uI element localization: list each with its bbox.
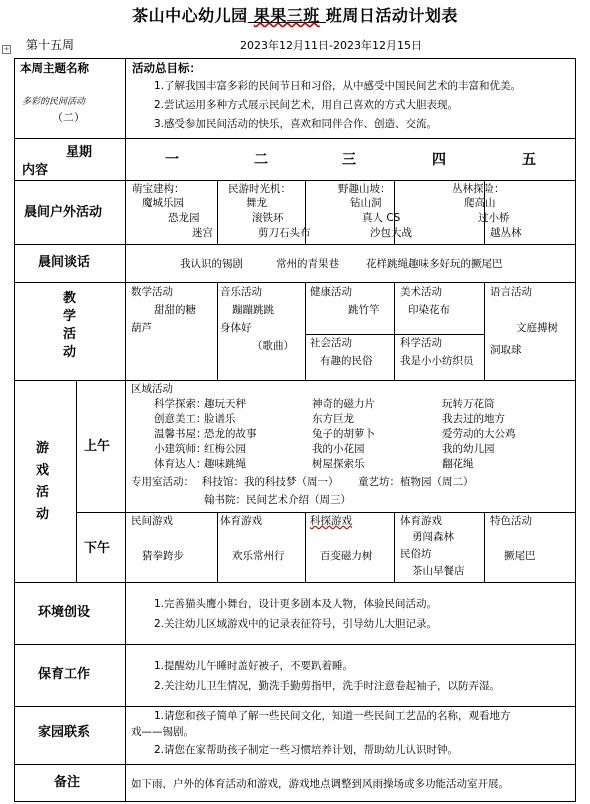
special-room-label: 专用室活动： bbox=[131, 476, 194, 488]
area-name: 体育达人： bbox=[154, 458, 207, 470]
teaching-label-char: 学 bbox=[63, 309, 77, 324]
talk-item: 常州的青果巷 bbox=[276, 258, 339, 270]
care-item: 1.提醒幼儿午睡时盖好被子，不要趴着睡。 bbox=[154, 660, 354, 672]
pm-fri-item: 撅尾巴 bbox=[504, 550, 536, 562]
table-move-handle-icon[interactable]: + bbox=[3, 45, 10, 53]
outdoor-item: 剪刀石头布 bbox=[258, 227, 311, 239]
area-item: 爱劳动的大公鸡 bbox=[442, 428, 516, 440]
teaching-label-char: 动 bbox=[63, 345, 77, 360]
teaching-mon-item: 葫芦 bbox=[131, 322, 152, 334]
pm-mon-item: 猜拳跨步 bbox=[142, 550, 184, 562]
area-label: 区域活动 bbox=[131, 383, 173, 395]
care-item: 2.关注幼儿卫生情况，勤洗手勤剪指甲，洗手时注意卷起袖子，以防弄湿。 bbox=[154, 680, 501, 692]
outdoor-item: 滚铁环 bbox=[252, 212, 284, 224]
outdoor-group-title: 丛林探险： bbox=[452, 183, 505, 195]
teaching-mon-item: 甜甜的糖 bbox=[154, 304, 196, 316]
goal-item: 1.了解我国丰富多彩的民间节日和习俗，从中感受中国民间艺术的丰富和优美。 bbox=[154, 80, 522, 92]
teaching-tue-item: 身体好 bbox=[220, 322, 252, 334]
outdoor-item: 舞龙 bbox=[246, 197, 267, 209]
notes-label: 备注 bbox=[54, 775, 81, 790]
teaching-wed-item: 有趣的民俗 bbox=[320, 355, 373, 367]
environment-item: 1.完善猫头鹰小舞台，设计更多剧本及人物，体验民间活动。 bbox=[154, 598, 438, 610]
special-room-item: 翰书院：民间艺术介绍（周三） bbox=[204, 494, 351, 506]
pm-wed-title: 科探游戏 bbox=[310, 515, 352, 527]
teaching-fri-item: 洞取球 bbox=[490, 344, 522, 356]
notes-text: 如下雨，户外的体育活动和游戏，游戏地点调整到风雨操场或多功能活动室开展。 bbox=[131, 778, 509, 790]
area-name: 科学探索： bbox=[154, 398, 207, 410]
environment-label: 环境创设 bbox=[38, 605, 91, 620]
teaching-label-char: 教 bbox=[63, 291, 77, 306]
outdoor-item: 迷宫 bbox=[192, 227, 213, 239]
pm-thu-title: 体育游戏 bbox=[400, 515, 442, 527]
goal-item: 2.尝试运用多种方式展示民间艺术，用自己喜欢的方式大胆表现。 bbox=[154, 99, 459, 111]
care-label: 保育工作 bbox=[38, 667, 91, 682]
area-item: 树屋探索乐 bbox=[312, 458, 365, 470]
teaching-fri-title: 语言活动 bbox=[490, 286, 532, 298]
schedule-table bbox=[14, 58, 576, 802]
home-item: 2.请您在家帮助孩子制定一些习惯培养计划，帮助幼儿认识时钟。 bbox=[154, 744, 459, 756]
day-header-thu: 四 bbox=[432, 152, 446, 168]
home-item-continued: 戏——锡剧。 bbox=[131, 726, 194, 738]
games-label-char: 动 bbox=[36, 507, 50, 522]
date-range: 2023年12月11日-2023年12月15日 bbox=[240, 39, 422, 52]
pm-tue-title: 体育游戏 bbox=[220, 515, 262, 527]
outdoor-group-title: 萌宝建构： bbox=[132, 183, 185, 195]
theme-name-sub: （二） bbox=[52, 111, 85, 124]
area-item: 趣味跳绳 bbox=[204, 458, 246, 470]
outdoor-label: 晨间户外活动 bbox=[24, 205, 103, 220]
outdoor-item: 魔城乐园 bbox=[142, 197, 184, 209]
theme-label: 本周主题名称 bbox=[20, 61, 89, 75]
outdoor-item: 沙包大战 bbox=[370, 227, 412, 239]
goals-label: 活动总目标： bbox=[132, 61, 201, 75]
pm-fri-title: 特色活动 bbox=[490, 515, 532, 527]
area-item: 红梅公园 bbox=[204, 443, 246, 455]
games-label-char: 活 bbox=[36, 485, 50, 500]
games-label-char: 戏 bbox=[36, 463, 50, 478]
area-item: 我的小花园 bbox=[312, 443, 365, 455]
teaching-tue-item: 蹦蹦跳跳 bbox=[232, 304, 274, 316]
teaching-thu-item: 我是小小纺织员 bbox=[400, 355, 474, 367]
outdoor-item: 钻山洞 bbox=[350, 197, 382, 209]
teaching-fri-item: 文庭搏树 bbox=[516, 322, 558, 334]
area-item: 东方巨龙 bbox=[312, 413, 354, 425]
area-item: 我去过的地方 bbox=[442, 413, 505, 425]
day-header-tue: 二 bbox=[254, 152, 268, 168]
teaching-thu-title: 科学活动 bbox=[400, 337, 442, 349]
teaching-mon-title: 数学活动 bbox=[131, 286, 173, 298]
goal-item: 3.感受参加民间活动的快乐，喜欢和同伴合作、创造、交流。 bbox=[154, 118, 438, 130]
outdoor-group-title: 野趣山坡： bbox=[338, 183, 391, 195]
outdoor-item: 恐龙园 bbox=[168, 212, 200, 224]
home-label: 家园联系 bbox=[38, 725, 91, 740]
title-suffix: 班周日活动计划表 bbox=[325, 6, 458, 25]
games-label-char: 游 bbox=[36, 441, 50, 456]
content-label: 内容 bbox=[22, 163, 49, 178]
day-header-mon: 一 bbox=[165, 152, 179, 168]
pm-wed-item: 百变磁力树 bbox=[320, 550, 373, 562]
outdoor-item: 越丛林 bbox=[490, 227, 522, 239]
talk-item: 我认识的锡剧 bbox=[180, 258, 243, 270]
pm-mon-title: 民间游戏 bbox=[131, 515, 173, 527]
special-room-item: 科技馆：我的科技梦（周一） bbox=[202, 476, 339, 488]
area-item: 趣玩天秤 bbox=[204, 398, 246, 410]
teaching-wed-title: 健康活动 bbox=[310, 286, 352, 298]
week-number: 第十五周 bbox=[26, 38, 75, 52]
morning-label: 上午 bbox=[84, 439, 111, 454]
theme-name: 多彩的民间活动 bbox=[22, 97, 86, 107]
area-item: 恐龙的故事 bbox=[204, 428, 257, 440]
teaching-wed-item: 跳竹竿 bbox=[348, 304, 380, 316]
outdoor-item: 真人 CS bbox=[362, 212, 401, 224]
talk-label: 晨间谈话 bbox=[38, 255, 91, 270]
special-room-item: 童艺坊：植物园（周二） bbox=[358, 476, 474, 488]
talk-item: 花样跳绳趣味多好玩的撅尾巴 bbox=[366, 258, 503, 270]
pm-tue-item: 欢乐常州行 bbox=[232, 550, 285, 562]
class-name bbox=[248, 6, 326, 25]
teaching-thu-title: 美术活动 bbox=[400, 286, 442, 298]
area-item: 兔子的胡萝卜 bbox=[312, 428, 375, 440]
home-item: 1.请您和孩子简单了解一些民间文化，知道一些民间工艺品的名称，观看地方 bbox=[154, 710, 511, 722]
outdoor-item: 爬高山 bbox=[464, 197, 496, 209]
area-item: 玩转万花筒 bbox=[442, 398, 495, 410]
environment-item: 2.关注幼儿区域游戏中的记录表征符号，引导幼儿大胆记录。 bbox=[154, 618, 438, 630]
area-item: 脸谱乐 bbox=[204, 413, 236, 425]
area-item: 神奇的磁力片 bbox=[312, 398, 375, 410]
area-name: 温馨书屋： bbox=[154, 428, 207, 440]
outdoor-item: 过小桥 bbox=[478, 212, 510, 224]
area-name: 创意美工： bbox=[154, 413, 207, 425]
class-name-text: 果果三班 bbox=[253, 6, 320, 25]
teaching-tue-item: （歌曲） bbox=[252, 340, 294, 352]
teaching-tue-title: 音乐活动 bbox=[220, 286, 262, 298]
afternoon-label: 下午 bbox=[84, 541, 111, 556]
page-title bbox=[0, 3, 590, 26]
area-item: 翻花绳 bbox=[442, 458, 474, 470]
pm-thu-item: 勇闯森林 bbox=[412, 531, 454, 543]
teaching-label-char: 活 bbox=[63, 327, 77, 342]
day-header-fri: 五 bbox=[522, 152, 536, 168]
teaching-wed-title: 社会活动 bbox=[310, 337, 352, 349]
outdoor-group-title: 民游时光机： bbox=[228, 183, 291, 195]
title-prefix: 茶山中心幼儿园 bbox=[132, 6, 248, 25]
day-header-wed: 三 bbox=[342, 152, 356, 168]
area-name: 小建筑师： bbox=[154, 443, 207, 455]
area-item: 我的幼儿园 bbox=[442, 443, 495, 455]
teaching-thu-item: 印染花布 bbox=[408, 304, 450, 316]
weekday-label: 星期 bbox=[66, 145, 93, 160]
pm-thu-item: 茶山早餐店 bbox=[412, 565, 465, 577]
pm-thu-item: 民俗坊 bbox=[400, 548, 432, 560]
